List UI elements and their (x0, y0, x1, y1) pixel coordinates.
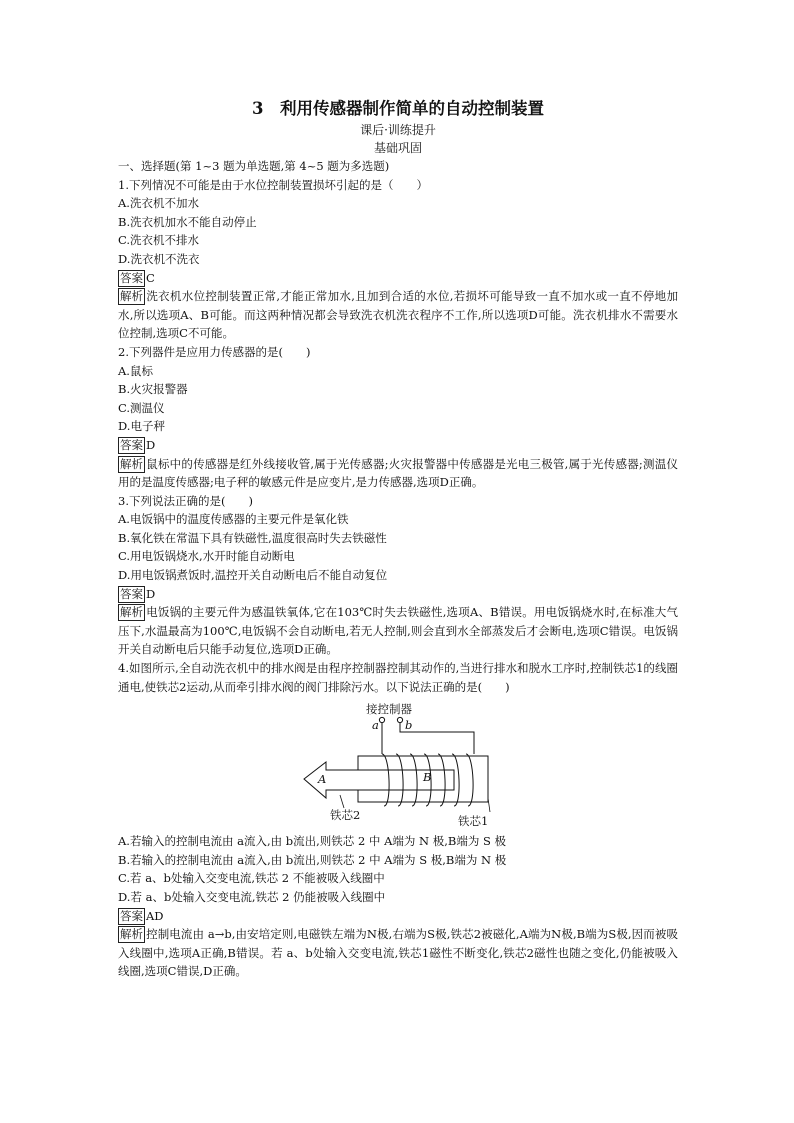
q4-stem: 4.如图所示,全自动洗衣机中的排水阀是由程序控制器控制其动作的,当进行排水和脱水工序时,控制铁芯1的线圈通电,使铁芯2运动,从而牵引排水阀的阀门排除污水。以下说法正确的是( ) (118, 661, 678, 694)
q1-answer (118, 269, 678, 288)
q2-option-c: C.测温仪 (118, 400, 165, 415)
subtitle-basic: 基础巩固 (373, 141, 422, 155)
q4-answer (118, 907, 678, 926)
section-heading: 一、选择题(第 1~3 题为单选题,第 4~5 题为多选题) (118, 159, 390, 173)
answer-tag: 答案 (120, 437, 143, 452)
q4-option-b: B.若输入的控制电流由 a流入,由 b流出,则铁芯 2 中 A端为 S 极,B端为 N 极 (118, 852, 507, 867)
analysis-tag: 解析 (120, 605, 143, 620)
q4-analysis (118, 925, 678, 981)
leader-core1 (488, 798, 490, 812)
document-content (118, 98, 678, 981)
page-title: 3 利用传感器制作简单的自动控制装置 (252, 99, 544, 118)
analysis-tag: 解析 (120, 289, 143, 304)
q3-answer-value: D (146, 586, 156, 601)
q1-option-b: B.洗衣机加水不能自动停止 (118, 214, 257, 229)
answer-tag: 答案 (120, 908, 143, 923)
q2-option-a: A.鼠标 (118, 363, 153, 378)
label-core2: 铁芯2 (330, 808, 361, 823)
q4-option-d: D.若 a、b处输入交变电流,铁芯 2 仍能被吸入线圈中 (118, 890, 386, 904)
q1-option-a: A.洗衣机不加水 (118, 196, 199, 211)
q1-option-c: C.洗衣机不排水 (118, 233, 200, 248)
q3-stem: 3.下列说法正确的是( ) (118, 493, 253, 508)
q3-option-b: B.氧化铁在常温下具有铁磁性,温度很高时失去铁磁性 (118, 530, 387, 545)
q1-stem: 1.下列情况不可能是由于水位控制装置损坏引起的是（ ） (118, 177, 428, 192)
q4-option-a: A.若输入的控制电流由 a流入,由 b流出,则铁芯 2 中 A端为 N 极,B端为 S 极 (118, 834, 507, 849)
analysis-tag: 解析 (120, 927, 143, 942)
q3-option-c: C.用电饭锅烧水,水开时能自动断电 (118, 549, 295, 564)
label-A: A (318, 772, 327, 787)
answer-tag: 答案 (120, 270, 143, 285)
q2-option-d: D.电子秤 (118, 419, 165, 434)
q2-stem: 2.下列器件是应用力传感器的是( ) (118, 344, 311, 359)
label-B: B (423, 770, 432, 785)
q1-answer-value: C (146, 270, 155, 285)
label-a: a (372, 718, 379, 733)
q2-analysis (118, 455, 678, 492)
q1-analysis-text: 洗衣机水位控制装置正常,才能正常加水,且加到合适的水位,若损坏可能导致一直不加水或一直不停地加水,所以选项A、B可能。而这两种情况都会导致洗衣机洗衣程序不工作,所以选项D可能。洗衣机排水不需要水位控制,选项C不可能。 (118, 289, 678, 341)
subtitle-after-class: 课后·训练提升 (360, 123, 436, 137)
label-b: b (405, 718, 413, 733)
label-controller: 接控制器 (366, 702, 412, 717)
q3-option-d: D.用电饭锅煮饭时,温控开关自动断电后不能自动复位 (118, 568, 388, 583)
q3-option-a: A.电饭锅中的温度传感器的主要元件是氧化铁 (118, 512, 349, 527)
q4-option-c: C.若 a、b处输入交变电流,铁芯 2 不能被吸入线圈中 (118, 871, 385, 886)
q4-answer-value: AD (146, 908, 164, 923)
q2-option-b: B.火灾报警器 (118, 382, 188, 397)
q3-analysis-text: 电饭锅的主要元件为感温铁氧体,它在103℃时失去铁磁性,选项A、B错误。用电饭锅烧水时,在标准大气压下,水温最高为100℃,电饭锅不会自动断电,若无人控制,则会直到水全部蒸发后才会断电,选项C错误。电饭锅开关自动断电后只能手动复位,选项D正确。 (118, 605, 678, 657)
answer-tag: 答案 (120, 586, 143, 601)
q2-answer-value: D (146, 437, 156, 452)
solenoid-valve-figure (118, 698, 678, 828)
q3-analysis (118, 603, 678, 659)
q1-option-d: D.洗衣机不洗衣 (118, 251, 200, 266)
label-core1: 铁芯1 (458, 814, 489, 829)
q3-answer (118, 585, 678, 604)
analysis-tag: 解析 (120, 456, 143, 471)
q2-answer (118, 436, 678, 455)
q4-analysis-text: 控制电流由 a→b,由安培定则,电磁铁左端为N极,右端为S极,铁芯2被磁化,A端为N极,B端为S极,因而被吸入线圈中,选项A正确,B错误。若 a、b处输入交变电流,铁芯1磁性不断变化,铁芯2磁性也随之变化,仍能被吸入线圈,选项C错误,D正确。 (118, 927, 678, 979)
q1-analysis (118, 287, 678, 343)
q2-analysis-text: 鼠标中的传感器是红外线接收管,属于光传感器;火灾报警器中传感器是光电三极管,属于光传感器;测温仪用的是温度传感器;电子秤的敏感元件是应变片,是力传感器,选项D正确。 (118, 456, 678, 490)
